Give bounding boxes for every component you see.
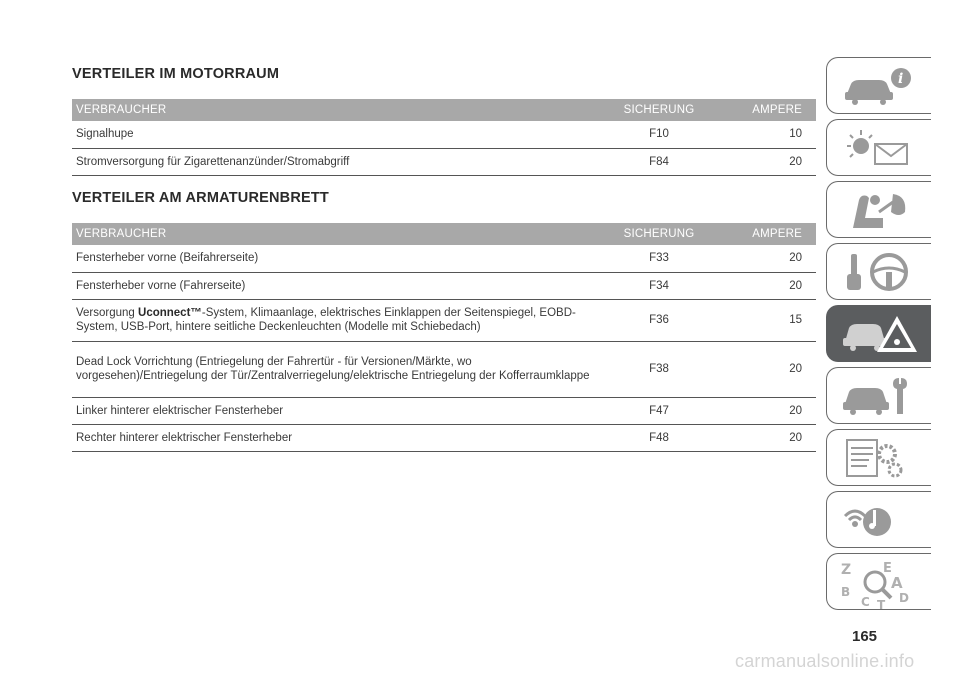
uconnect-brand: Uconnect™ (138, 307, 202, 319)
cell-ampere: 15 (718, 299, 816, 341)
alphabetical-index-icon (839, 560, 919, 610)
car-info-icon (839, 64, 919, 108)
cell-ampere: 20 (718, 245, 816, 272)
table-row (72, 121, 816, 148)
index-letter: A (891, 574, 903, 592)
consumer-suffix: -System, Klimaanlage, elektrisches Einklappen der Seitenspiegel, EOBD-System, USB-Port, hintere seitliche Deckenleuchten (Modelle mit Schiebedach) (76, 307, 576, 333)
index-letter: C (861, 595, 870, 609)
tab-alphabetical-index[interactable] (826, 553, 931, 610)
tab-maintenance[interactable] (826, 367, 931, 424)
cell-fuse: F10 (600, 121, 718, 148)
cell-fuse: F33 (600, 245, 718, 272)
table-row (72, 299, 816, 341)
consumer-prefix: Versorgung (76, 307, 139, 319)
tab-emergency[interactable] (826, 305, 931, 362)
cell-fuse: F38 (600, 341, 718, 397)
cell-fuse: F84 (600, 148, 718, 175)
technical-data-gears-icon (839, 436, 919, 480)
car-maintenance-tools-icon (839, 374, 919, 418)
cell-consumer: Linker hinterer elektrischer Fensterheber (72, 397, 600, 424)
cell-consumer: Rechter hinterer elektrischer Fensterheber (72, 424, 600, 451)
svg-text:i: i (898, 71, 904, 87)
table-row (72, 397, 816, 424)
table-row (72, 148, 816, 175)
tab-warning-lights[interactable] (826, 119, 931, 176)
cell-consumer (72, 299, 600, 341)
index-letter: Z (841, 562, 852, 578)
table-row (72, 341, 816, 397)
cell-consumer: Fensterheber vorne (Fahrerseite) (72, 272, 600, 299)
index-letter: D (899, 591, 909, 605)
warning-lights-message-icon (839, 126, 919, 170)
header-fuse: SICHERUNG (600, 223, 718, 245)
index-letter: E (883, 561, 892, 576)
cell-fuse: F48 (600, 424, 718, 451)
table-row (72, 245, 816, 272)
cell-fuse: F34 (600, 272, 718, 299)
section-title-dashboard: VERTEILER AM ARMATURENBRETT (72, 190, 329, 206)
seat-airbag-icon (839, 188, 919, 232)
car-hazard-emergency-icon (839, 312, 919, 356)
key-steering-wheel-icon (839, 250, 919, 294)
cell-consumer: Dead Lock Vorrichtung (Entriegelung der Fahrertür - für Versionen/Märkte, wo vorgesehen)/Entriegelung der Tür/Zentralverriegelung/elektrische Entriegelung der Kofferraumklappe (72, 341, 600, 397)
footer-watermark: carmanualsonline.info (735, 651, 915, 671)
tab-seat-airbag[interactable] (826, 181, 931, 238)
cell-consumer: Fensterheber vorne (Beifahrerseite) (72, 245, 600, 272)
tab-multimedia[interactable] (826, 491, 931, 548)
header-consumer: VERBRAUCHER (72, 99, 600, 121)
tab-technical-data[interactable] (826, 429, 931, 486)
table-row (72, 272, 816, 299)
cell-consumer: Signalhupe (72, 121, 600, 148)
index-letter: T (877, 598, 886, 610)
fuse-table-dashboard (72, 223, 816, 452)
page-number: 165 (852, 628, 878, 645)
cell-ampere: 20 (718, 341, 816, 397)
table-header-row (72, 99, 816, 121)
table-row (72, 424, 816, 451)
index-letter: B (841, 585, 851, 599)
cell-fuse: F36 (600, 299, 718, 341)
cell-ampere: 20 (718, 424, 816, 451)
cell-ampere: 20 (718, 272, 816, 299)
header-fuse: SICHERUNG (600, 99, 718, 121)
cell-fuse: F47 (600, 397, 718, 424)
section-title-engine-compartment: VERTEILER IM MOTORRAUM (72, 66, 280, 82)
header-ampere: AMPERE (718, 223, 816, 245)
table-header-row (72, 223, 816, 245)
cell-ampere: 10 (718, 121, 816, 148)
fuse-table-engine-compartment (72, 99, 816, 176)
header-ampere: AMPERE (718, 99, 816, 121)
header-consumer: VERBRAUCHER (72, 223, 600, 245)
tab-key-steering[interactable] (826, 243, 931, 300)
cell-ampere: 20 (718, 148, 816, 175)
tab-car-info[interactable] (826, 57, 931, 114)
cell-ampere: 20 (718, 397, 816, 424)
cell-consumer: Stromversorgung für Zigarettenanzünder/Stromabgriff (72, 148, 600, 175)
multimedia-music-icon (839, 498, 919, 542)
